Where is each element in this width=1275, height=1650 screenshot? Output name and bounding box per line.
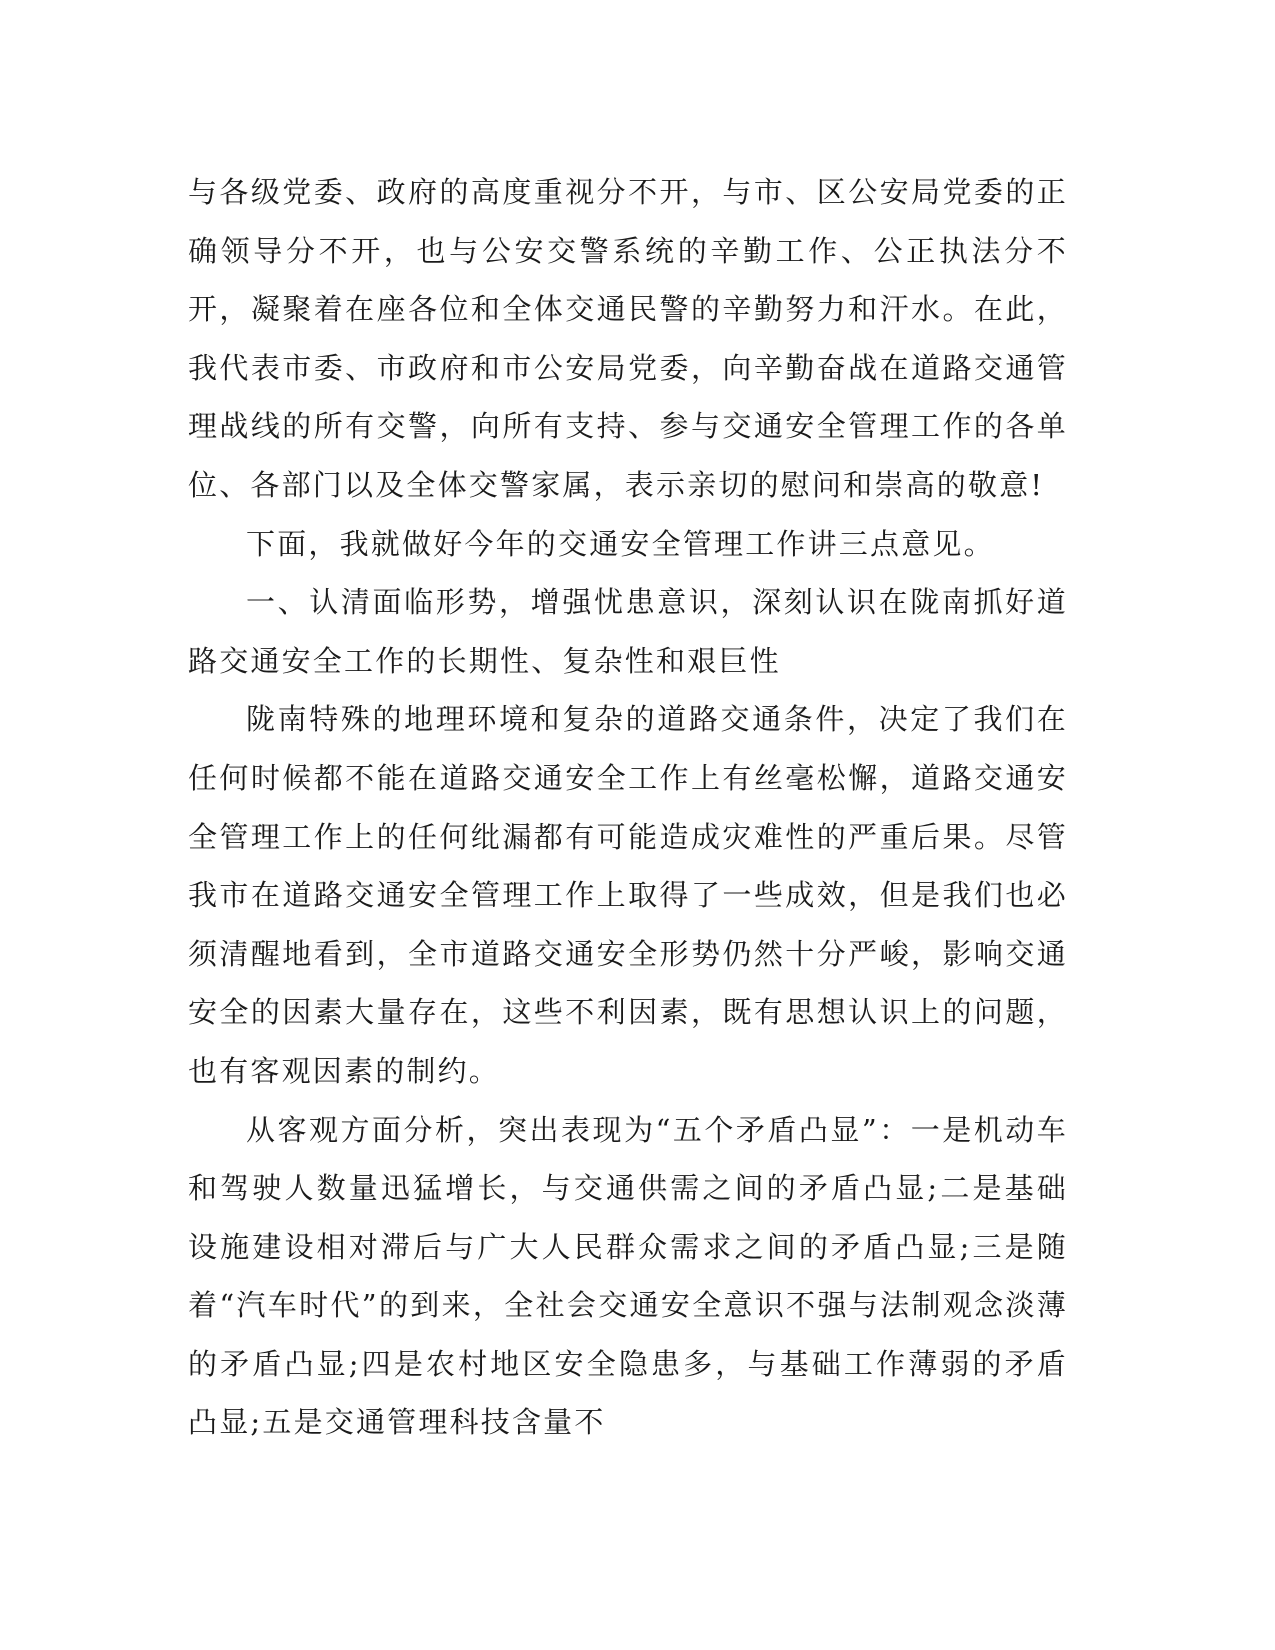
paragraph-situation: 陇南特殊的地理环境和复杂的道路交通条件，决定了我们在任何时候都不能在道路交通安全工作上有丝毫松懈，道路交通安全管理工作上的任何纰漏都有可能造成灾难性的严重后果。尽管我市在道路交通安全管理工作上取得了一些成效，但是我们也必须清醒地看到，全市道路交通安全形势仍然十分严峻，影响交通安全的因素大量存在，这些不利因素，既有思想认识上的问题，也有客观因素的制约。 [188, 702, 1068, 1088]
paragraph-intro: 下面，我就做好今年的交通安全管理工作讲三点意见。 [246, 526, 995, 561]
document-body [188, 163, 1068, 1452]
paragraph-five-contradictions: 从客观方面分析，突出表现为“五个矛盾凸显”：一是机动车和驾驶人数量迅猛增长，与交通供需之间的矛盾凸显;二是基础设施建设相对滞后与广大人民群众需求之间的矛盾凸显;三是随着“汽车时代”的到来，全社会交通安全意识不强与法制观念淡薄的矛盾凸显;四是农村地区安全隐患多，与基础工作薄弱的矛盾凸显;五是交通管理科技含量不 [188, 1112, 1068, 1440]
section-heading-one: 一、认清面临形势，增强忧患意识，深刻认识在陇南抓好道路交通安全工作的长期性、复杂性和艰巨性 [188, 585, 1068, 678]
paragraph-continuation: 与各级党委、政府的高度重视分不开，与市、区公安局党委的正确领导分不开，也与公安交警系统的辛勤工作、公正执法分不开，凝聚着在座各位和全体交通民警的辛勤努力和汗水。在此，我代表市委、市政府和市公安局党委，向辛勤奋战在道路交通管理战线的所有交警，向所有支持、参与交通安全管理工作的各单位、各部门以及全体交警家属，表示亲切的慰问和崇高的敬意! [188, 175, 1068, 502]
